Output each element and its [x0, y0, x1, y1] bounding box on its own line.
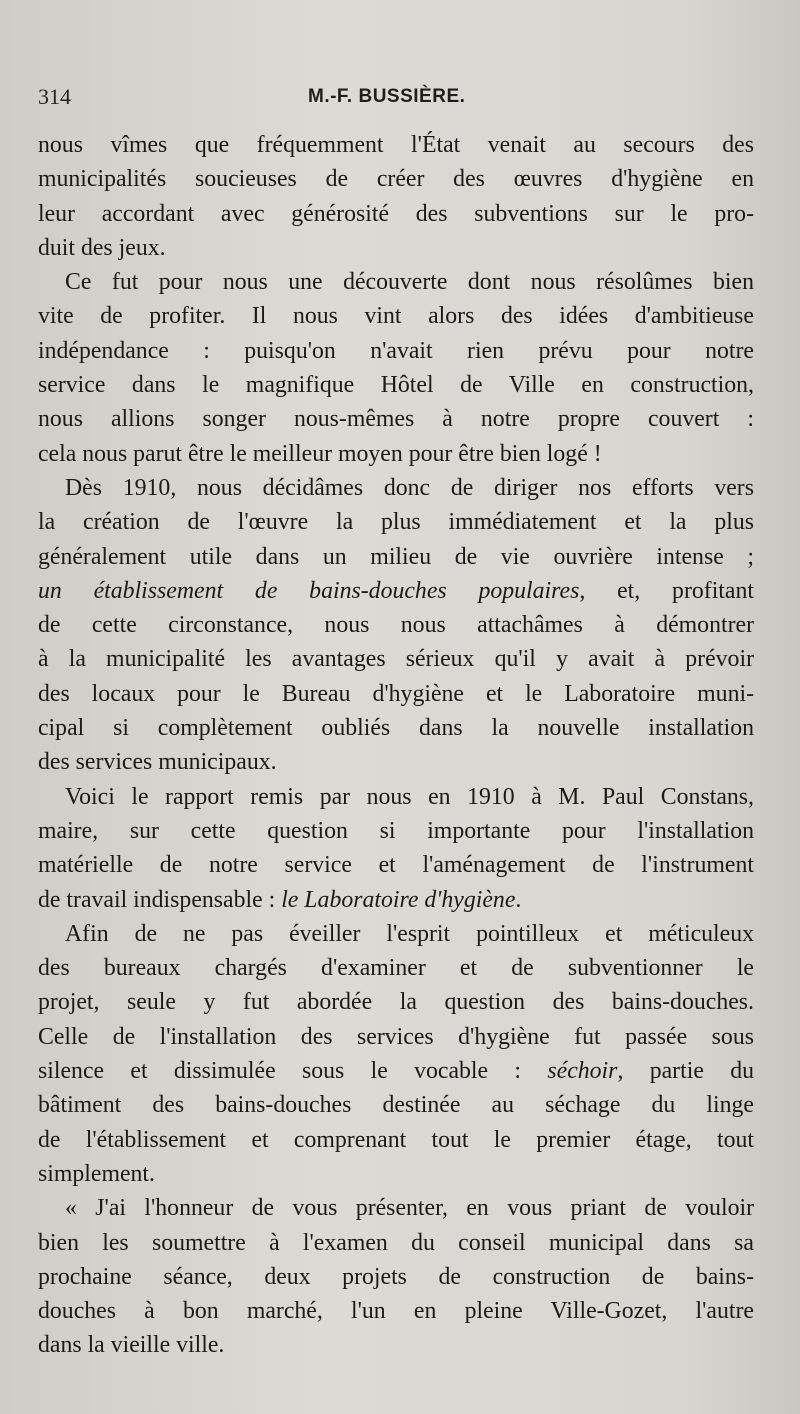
- text-line: la création de l'œuvre la plus immédiatement et la plus: [38, 509, 754, 536]
- text-line: maire, sur cette question si importante pour l'installation: [38, 817, 754, 844]
- paragraph: [38, 917, 754, 1191]
- paragraph: [38, 265, 754, 471]
- text-line: prochaine séance, deux projets de construction de bains-: [38, 1263, 754, 1290]
- text-line: des services municipaux.: [38, 749, 277, 776]
- paragraph: [38, 128, 754, 265]
- italic-text: un établissement de bains-douches populaires: [38, 577, 580, 604]
- text-line: généralement utile dans un milieu de vie ouvrière intense ;: [38, 543, 754, 570]
- text-line: cela nous parut être le meilleur moyen pour être bien logé !: [38, 440, 602, 467]
- text-line: des bureaux chargés d'examiner et de subventionner le: [38, 955, 754, 982]
- page-header: [38, 84, 758, 118]
- text-line: douches à bon marché, l'un en pleine Ville-Gozet, l'autre: [38, 1298, 754, 1325]
- text-line: un établissement de bains-douches populaires, et, profitant: [38, 577, 754, 604]
- text-line: bâtiment des bains-douches destinée au séchage du linge: [38, 1092, 754, 1119]
- text-line: Ce fut pour nous une découverte dont nous résolûmes bien: [65, 269, 754, 296]
- italic-text: séchoir: [547, 1058, 618, 1085]
- text-line: municipalités soucieuses de créer des œuvres d'hygiène en: [38, 166, 754, 193]
- text-line: Afin de ne pas éveiller l'esprit pointilleux et méticuleux: [65, 920, 754, 947]
- text-line: service dans le magnifique Hôtel de Ville en construction,: [38, 372, 754, 399]
- text-line: nous allions songer nous-mêmes à notre propre couvert :: [38, 406, 754, 433]
- text-line: cipal si complètement oubliés dans la nouvelle installation: [38, 715, 754, 742]
- paragraph: [38, 1191, 754, 1362]
- text-line: duit des jeux.: [38, 234, 166, 261]
- text-line: matérielle de notre service et l'aménagement de l'instrument: [38, 852, 754, 879]
- text-line: simplement.: [38, 1160, 155, 1187]
- text-line: indépendance : puisqu'on n'avait rien prévu pour notre: [38, 337, 754, 364]
- text-line: leur accordant avec générosité des subventions sur le pro-: [38, 200, 754, 227]
- text-line: à la municipalité les avantages sérieux qu'il y avait à prévoir: [38, 646, 754, 673]
- text-line: silence et dissimulée sous le vocable : séchoir, partie du: [38, 1058, 754, 1085]
- text-line: Celle de l'installation des services d'hygiène fut passée sous: [38, 1023, 754, 1050]
- paragraph: [38, 780, 754, 917]
- text-line: de travail indispensable : le Laboratoire d'hygiène.: [38, 886, 522, 913]
- text-line: de cette circonstance, nous nous attachâmes à démontrer: [38, 612, 754, 639]
- paragraph: [38, 471, 754, 780]
- text-line: bien les soumettre à l'examen du conseil municipal dans sa: [38, 1229, 754, 1256]
- text-line: projet, seule y fut abordée la question des bains-douches.: [38, 989, 754, 1016]
- text-line: des locaux pour le Bureau d'hygiène et le Laboratoire muni-: [38, 680, 754, 707]
- text-line: vite de profiter. Il nous vint alors des idées d'ambitieuse: [38, 303, 754, 330]
- page-number: 314: [38, 84, 71, 109]
- text-line: « J'ai l'honneur de vous présenter, en vous priant de vouloir: [65, 1195, 754, 1222]
- text-line: Dès 1910, nous décidâmes donc de diriger nos efforts vers: [65, 474, 754, 501]
- body-text: [38, 128, 754, 1363]
- text-line: Voici le rapport remis par nous en 1910 à M. Paul Constans,: [65, 783, 754, 810]
- text-line: de l'établissement et comprenant tout le premier étage, tout: [38, 1126, 754, 1153]
- text-line: nous vîmes que fréquemment l'État venait au secours des: [38, 132, 754, 158]
- running-head: M.-F. BUSSIÈRE.: [308, 86, 466, 107]
- text-line: dans la vieille ville.: [38, 1332, 225, 1359]
- italic-text: le Laboratoire d'hygiène: [281, 886, 516, 913]
